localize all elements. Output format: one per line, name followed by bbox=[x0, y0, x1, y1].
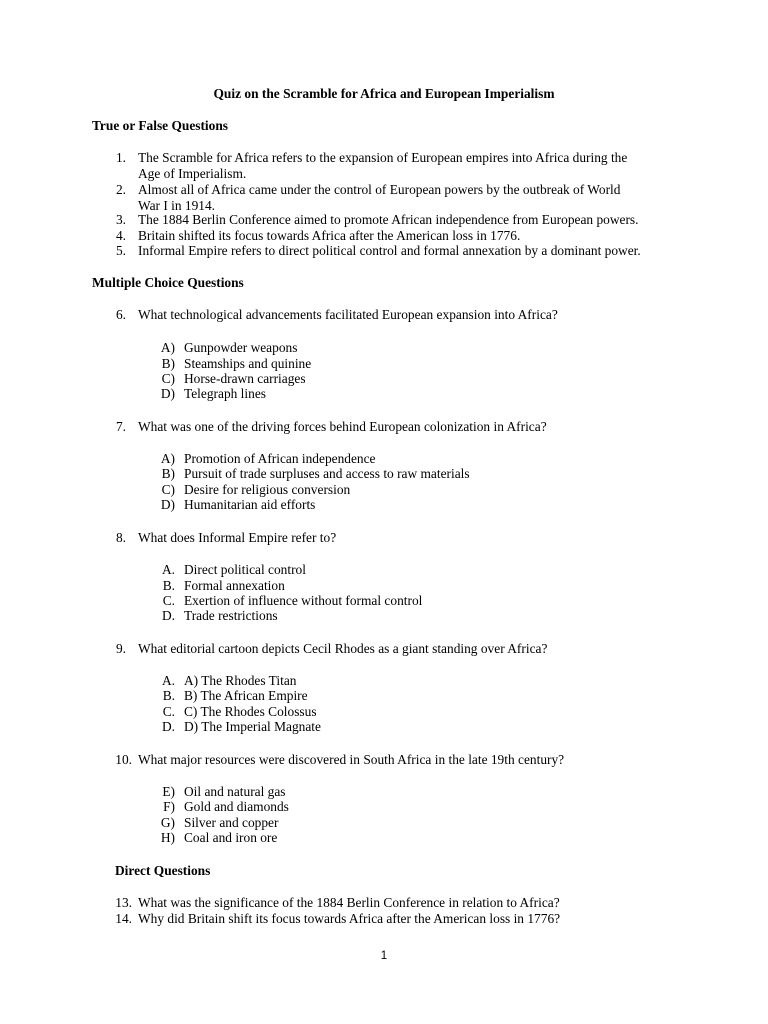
option-letter: F) bbox=[163, 799, 175, 814]
option-letter: B. bbox=[162, 578, 175, 593]
question-text: What does Informal Empire refer to? bbox=[138, 530, 337, 545]
item-text-continued: War I in 1914. bbox=[138, 197, 216, 213]
option-text: Humanitarian aid efforts bbox=[184, 497, 316, 512]
option-letter: B. bbox=[162, 688, 175, 703]
option-text: Telegraph lines bbox=[184, 386, 266, 401]
option-text: Direct political control bbox=[184, 562, 306, 577]
question-number: 6. bbox=[115, 307, 126, 322]
option-text: D) The Imperial Magnate bbox=[184, 719, 321, 734]
option-letter: D. bbox=[161, 719, 175, 734]
item-text: The 1884 Berlin Conference aimed to promote African independence from European powers. bbox=[138, 212, 639, 227]
option-letter: A. bbox=[161, 562, 175, 577]
option-text: Promotion of African independence bbox=[184, 451, 376, 466]
option-text: Pursuit of trade surpluses and access to raw materials bbox=[184, 466, 470, 481]
question-number: 7. bbox=[115, 419, 126, 434]
item-text: Britain shifted its focus towards Africa after the American loss in 1776. bbox=[138, 228, 521, 243]
item-number: 1. bbox=[115, 150, 126, 165]
multiple-choice-heading: Multiple Choice Questions bbox=[92, 275, 244, 290]
option-text: A) The Rhodes Titan bbox=[184, 673, 297, 688]
item-number: 2. bbox=[115, 182, 126, 197]
option-text: Gunpowder weapons bbox=[184, 340, 298, 355]
option-text: Silver and copper bbox=[184, 815, 279, 830]
option-text: Desire for religious conversion bbox=[184, 482, 351, 497]
item-text: Almost all of Africa came under the control of European powers by the outbreak of World bbox=[138, 182, 621, 197]
question-text: What technological advancements facilitated European expansion into Africa? bbox=[138, 307, 558, 322]
option-text: Oil and natural gas bbox=[184, 784, 286, 799]
option-text: Steamships and quinine bbox=[184, 356, 312, 371]
option-text: Trade restrictions bbox=[184, 608, 278, 623]
question-number: 10. bbox=[115, 752, 132, 767]
option-letter: D) bbox=[160, 386, 175, 401]
option-letter: A) bbox=[160, 451, 175, 466]
question-number: 9. bbox=[115, 641, 126, 656]
item-text: The Scramble for Africa refers to the expansion of European empires into Africa during the bbox=[138, 150, 628, 165]
option-text: Gold and diamonds bbox=[184, 799, 289, 814]
option-text: B) The African Empire bbox=[184, 688, 308, 703]
option-letter: C. bbox=[162, 593, 175, 608]
option-letter: A. bbox=[161, 673, 175, 688]
question-text: What major resources were discovered in South Africa in the late 19th century? bbox=[138, 752, 565, 767]
option-letter: D) bbox=[160, 497, 175, 512]
item-text-continued: Age of Imperialism. bbox=[138, 165, 247, 181]
option-letter: A) bbox=[160, 340, 175, 355]
true-false-heading: True or False Questions bbox=[92, 118, 229, 133]
option-letter: C) bbox=[161, 482, 175, 497]
question-text: What editorial cartoon depicts Cecil Rhodes as a giant standing over Africa? bbox=[138, 641, 548, 656]
option-text: C) The Rhodes Colossus bbox=[184, 704, 317, 719]
option-letter: B) bbox=[161, 466, 175, 481]
option-letter: D. bbox=[161, 608, 175, 623]
question-text: What was one of the driving forces behind European colonization in Africa? bbox=[138, 419, 547, 434]
option-text: Exertion of influence without formal control bbox=[184, 593, 423, 608]
option-letter: E) bbox=[162, 784, 175, 799]
option-text: Coal and iron ore bbox=[184, 830, 278, 845]
direct-questions-heading: Direct Questions bbox=[115, 863, 211, 878]
item-number: 5. bbox=[115, 243, 126, 258]
item-number: 3. bbox=[115, 212, 126, 227]
option-letter: C) bbox=[161, 371, 175, 386]
page-title: Quiz on the Scramble for Africa and European Imperialism bbox=[213, 86, 555, 101]
option-letter: B) bbox=[161, 356, 175, 371]
question-text: Why did Britain shift its focus towards Africa after the American loss in 1776? bbox=[138, 911, 561, 926]
question-number: 14. bbox=[115, 911, 132, 926]
page-number: 1 bbox=[380, 950, 388, 962]
option-text: Horse-drawn carriages bbox=[184, 371, 306, 386]
option-letter: G) bbox=[160, 815, 175, 830]
item-text: Informal Empire refers to direct political control and formal annexation by a dominant power. bbox=[138, 243, 641, 258]
option-letter: C. bbox=[162, 704, 175, 719]
question-number: 8. bbox=[115, 530, 126, 545]
item-number: 4. bbox=[115, 228, 126, 243]
question-text: What was the significance of the 1884 Berlin Conference in relation to Africa? bbox=[138, 895, 560, 910]
option-letter: H) bbox=[160, 830, 175, 845]
option-text: Formal annexation bbox=[184, 578, 285, 593]
question-number: 13. bbox=[115, 895, 132, 910]
